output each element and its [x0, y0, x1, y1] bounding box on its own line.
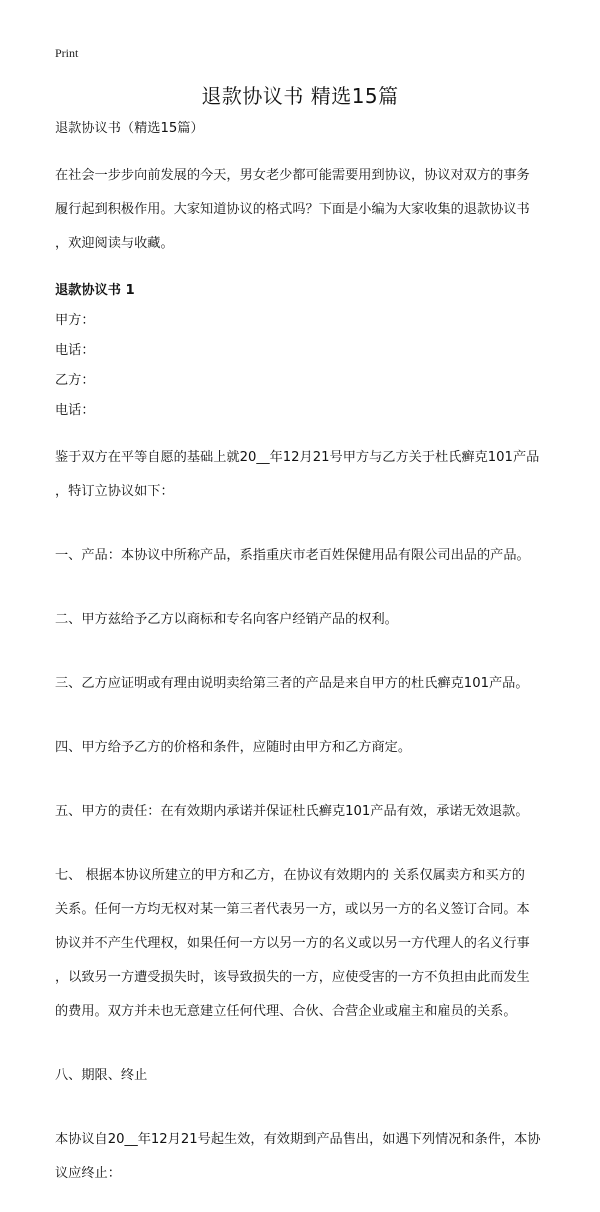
clause-line: 八、期限、终止: [55, 1068, 148, 1083]
clause-line: 一、产品：本协议中所称产品，系指重庆市老百姓保健用品有限公司出品的产品。: [55, 548, 530, 563]
document-body: [55, 120, 541, 1212]
clause-line: 三、乙方应证明或有理由说明卖给第三者的产品是来自甲方的杜氏癣克101产品。: [55, 676, 529, 691]
document-subtitle: 退款协议书（精选15篇）: [55, 121, 204, 136]
clause-7: [55, 850, 533, 1037]
print-label: Print: [55, 46, 79, 60]
clause-line: 七、 根据本协议所建立的甲方和乙方，在协议有效期内的 关系仅属卖方和买方的: [55, 868, 525, 883]
clause-8-body: [55, 1114, 541, 1199]
clause-line: 协议并不产生代理权，如果任何一方以另一方的名义或以另一方代理人的名义行事: [55, 936, 530, 951]
party-a-phone-field: 电话：: [55, 343, 95, 358]
intro-line: 履行起到积极作用。大家知道协议的格式吗？下面是小编为大家收集的退款协议书: [55, 202, 530, 217]
clause-8-heading: [55, 1050, 533, 1101]
clause-line: 五、甲方的责任：在有效期内承诺并保证杜氏癣克101产品有效，承诺无效退款。: [55, 804, 529, 819]
clause-line: 本协议自20__年12月21号起生效，有效期到产品售出，如遇下列情况和条件，本协: [55, 1132, 541, 1147]
party-b-phone-field: 电话：: [55, 403, 95, 418]
preamble-line: 鉴于双方在平等自愿的基础上就20__年12月21号甲方与乙方关于杜氏癣克101产品: [55, 450, 540, 465]
intro-paragraph: [55, 150, 533, 269]
clause-4: [55, 722, 533, 773]
clause-line: 四、甲方给予乙方的价格和条件，应随时由甲方和乙方商定。: [55, 740, 412, 755]
clause-3: [55, 658, 533, 709]
clause-line: ，以致另一方遭受损失时，该导致损失的一方，应使受害的一方不负担由此而发生: [55, 970, 530, 985]
clause-5: [55, 786, 533, 837]
preamble-line: ，特订立协议如下：: [55, 484, 174, 499]
clause-line: 的费用。双方并未也无意建立任何代理、合伙、合营企业或雇主和雇员的关系。: [55, 1004, 517, 1019]
preamble-paragraph: [55, 432, 540, 517]
party-b-field: 乙方：: [55, 373, 95, 388]
party-a-field: 甲方：: [55, 313, 95, 328]
intro-line: 在社会一步步向前发展的今天，男女老少都可能需要用到协议，协议对双方的事务: [55, 168, 530, 183]
document-title: 退款协议书 精选15篇: [201, 84, 399, 108]
intro-line: ，欢迎阅读与收藏。: [55, 236, 174, 251]
clause-line: 二、甲方兹给予乙方以商标和专名向客户经销产品的权利。: [55, 612, 398, 627]
clause-line: 议应终止：: [55, 1166, 121, 1181]
clause-2: [55, 594, 533, 645]
section-heading: 退款协议书 1: [55, 283, 135, 298]
clause-line: 关系。任何一方均无权对某一第三者代表另一方，或以另一方的名义签订合同。本: [55, 902, 530, 917]
clause-1: [55, 530, 533, 581]
